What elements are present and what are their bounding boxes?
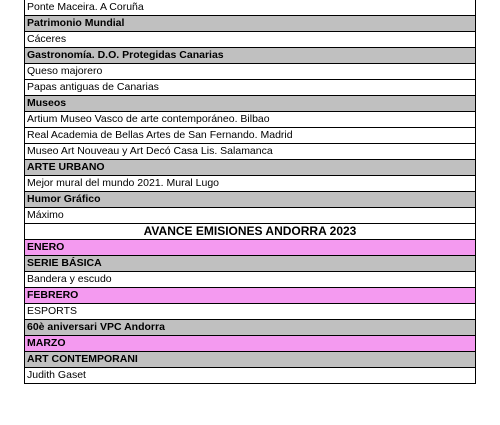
- section-title: AVANCE EMISIONES ANDORRA 2023: [25, 223, 475, 239]
- table-row-6: Museos: [25, 95, 475, 111]
- table-row-21: MARZO: [25, 335, 475, 351]
- table-row-9: Museo Art Nouveau y Art Decó Casa Lis. Salamanca: [25, 143, 475, 159]
- table-row-4: Queso majorero: [25, 63, 475, 79]
- table-row-1: Patrimonio Mundial: [25, 15, 475, 31]
- table-row-10: ARTE URBANO: [25, 159, 475, 175]
- table-row-22: ART CONTEMPORANI: [25, 351, 475, 367]
- table-row-3: Gastronomía. D.O. Protegidas Canarias: [25, 47, 475, 63]
- table-row-17: Bandera y escudo: [25, 271, 475, 287]
- table-row-5: Papas antiguas de Canarias: [25, 79, 475, 95]
- table-row-2: Cáceres: [25, 31, 475, 47]
- table-row-16: SERIE BÁSICA: [25, 255, 475, 271]
- table-row-11: Mejor mural del mundo 2021. Mural Lugo: [25, 175, 475, 191]
- table-row-23: Judith Gaset: [25, 367, 475, 383]
- table-row-12: Humor Gráfico: [25, 191, 475, 207]
- table-row-15: ENERO: [25, 239, 475, 255]
- table-row-19: ESPORTS: [25, 303, 475, 319]
- table-row-7: Artium Museo Vasco de arte contemporáneo. Bilbao: [25, 111, 475, 127]
- table-row-18: FEBRERO: [25, 287, 475, 303]
- spreadsheet-table: [24, 0, 476, 384]
- table-row-8: Real Academia de Bellas Artes de San Fernando. Madrid: [25, 127, 475, 143]
- table-row-20: 60è aniversari VPC Andorra: [25, 319, 475, 335]
- table-row-13: Máximo: [25, 207, 475, 223]
- table-row-0: Ponte Maceira. A Coruña: [25, 0, 475, 15]
